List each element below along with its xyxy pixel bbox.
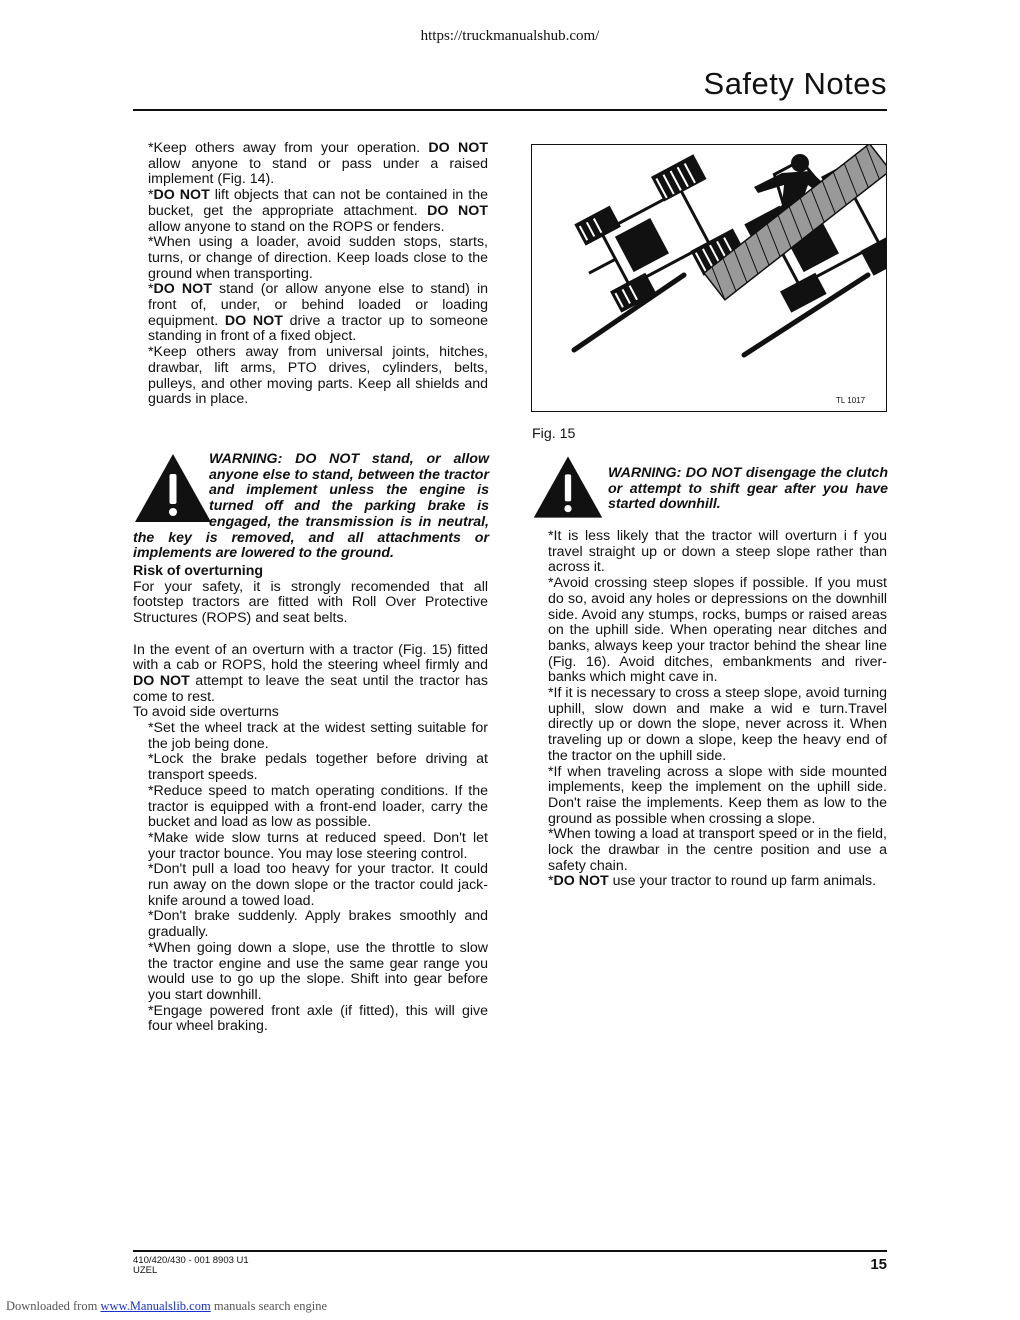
- footer-model-line: 410/420/430 - 001 8903 U1: [133, 1255, 249, 1266]
- list-item: *When using a loader, avoid sudden stops, starts, turns, or change of direction. Keep loads close to the ground when transporting.: [148, 234, 488, 282]
- list-item: *If it is necessary to cross a steep slope, avoid turning uphill, slow down and make a wid e turn.Travel directly up or down the slope, never across it. When traveling up or down a slope, keep the heavy end of the tractor on the uphill side.: [548, 685, 887, 764]
- list-item: *Don't brake suddenly. Apply brakes smoothly and gradually.: [148, 908, 488, 941]
- figure-code: TL 1017: [836, 396, 866, 405]
- page-number: 15: [870, 1256, 887, 1273]
- list-item: *Keep others away from universal joints, hitches, drawbar, lift arms, PTO drives, cylinders, belts, pulleys, and other moving parts. Keep all shields and guards in place.: [148, 344, 488, 408]
- list-item: *Avoid crossing steep slopes if possible. If you must do so, avoid any holes or depressions on the downhill side. Avoid any stumps, rocks, bumps or raised areas on the uphill side. When operating near ditches and banks, always keep your tractor behind the shear line (Fig. 16). Avoid ditches, embankments and river-banks which might cave in.: [548, 575, 887, 686]
- manualslib-link[interactable]: www.Manualslib.com: [100, 1299, 211, 1313]
- header-url: https://truckmanualshub.com/: [420, 28, 600, 44]
- list-item: *DO NOT use your tractor to round up farm animals.: [548, 873, 877, 890]
- list-item: *DO NOT stand (or allow anyone else to stand) in front of, under, or behind loaded or loading equipment. DO NOT drive a tractor up to someone standing in front of a fixed object.: [148, 281, 489, 345]
- paragraph: In the event of an overturn with a tractor (Fig. 15) fitted with a cab or ROPS, hold the steering wheel firmly and DO NOT attempt to leave the seat until the tractor has come to rest.: [133, 641, 488, 705]
- warning-block-left: [133, 452, 489, 562]
- paragraph: For your safety, it is strongly recomended that all footstep tractors are fitted with Roll Over Protective Structures (ROPS) and seat belts.: [133, 578, 488, 627]
- warning-triangle-icon: [532, 452, 604, 522]
- list-item: *Set the wheel track at the widest setting suitable for the job being done.: [148, 720, 488, 752]
- overturning-section: [133, 564, 488, 1035]
- loader-safety-list: [148, 141, 488, 408]
- footer-model: [133, 1256, 249, 1276]
- figure-15: [531, 144, 887, 412]
- side-overturn-list: [133, 721, 488, 1035]
- list-item: *Keep others away from your operation. DO NOT allow anyone to stand or pass under a raised implement (Fig. 14).: [148, 140, 489, 188]
- list-item: *Engage powered front axle (if fitted), this will give four wheel braking.: [148, 1002, 488, 1035]
- page-title: Safety Notes: [703, 66, 887, 101]
- list-item: *Don't pull a load too heavy for your tractor. It could run away on the down slope or the tractor could jack-knife around a towed load.: [148, 861, 488, 909]
- download-notice: Downloaded from www.Manualslib.com manuals search engine: [6, 1299, 327, 1313]
- footer-model-line: UZEL: [133, 1265, 158, 1276]
- list-item: *When towing a load at transport speed or in the field, lock the drawbar in the centre position and use a safety chain.: [548, 826, 887, 874]
- footer-divider: [133, 1250, 887, 1252]
- header-divider: [133, 109, 887, 111]
- warning-text-left: WARNING: DO NOT stand, or allow anyone else to stand, between the tractor and implement unless the engine is turned off and the parking brake is engaged, the transmission is in neutral, the key is removed, and all attachments or implements are lowered to the ground.: [133, 451, 489, 562]
- section-heading: Risk of overturning: [133, 563, 264, 579]
- figure-caption: Fig. 15: [532, 426, 576, 442]
- slope-safety-list: [548, 529, 887, 890]
- overturning-tractor-illustration: [532, 145, 886, 411]
- list-item: *Make wide slow turns at reduced speed. Don't let your tractor bounce. You may lose steering control.: [148, 829, 488, 862]
- warning-triangle-icon: [133, 452, 213, 524]
- list-item: *DO NOT lift objects that can not be contained in the bucket, get the appropriate attachment. DO NOT allow anyone to stand on the ROPS or fenders.: [148, 187, 489, 235]
- list-item: *Reduce speed to match operating conditions. If the tractor is equipped with a front-end loader, carry the bucket and load as low as possible.: [148, 782, 488, 831]
- list-item: *If when traveling across a slope with side mounted implements, keep the implement on the uphill side. Don't raise the implements. Keep them as low to the ground as possible when crossing a slope.: [548, 763, 887, 827]
- list-item: *When going down a slope, use the throttle to slow the tractor engine and use the same gear range you would use to go up the slope. Shift into gear before you start downhill.: [148, 939, 488, 1003]
- warning-text-right: WARNING: DO NOT disengage the clutch or attempt to shift gear after you have started downhill.: [608, 465, 888, 513]
- list-item: *Lock the brake pedals together before driving at transport speeds.: [148, 751, 488, 784]
- list-item: *It is less likely that the tractor will overturn i f you travel straight up or down a steep slope rather than across it.: [548, 528, 887, 576]
- subheading: To avoid side overturns: [133, 704, 279, 721]
